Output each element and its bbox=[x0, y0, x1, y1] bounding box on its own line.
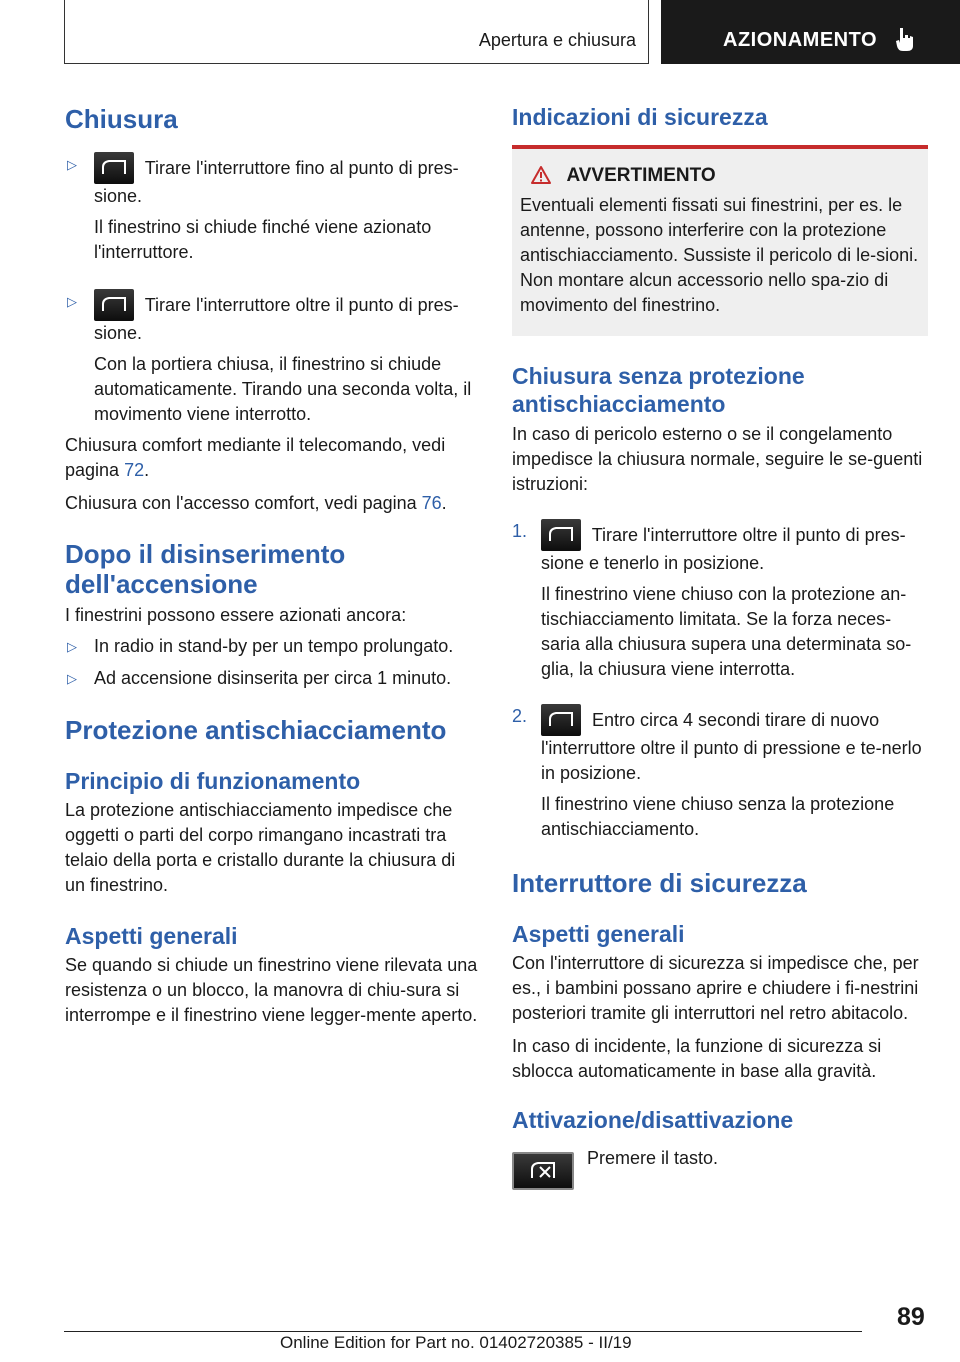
step-detail: Il finestrino viene chiuso senza la protezione antischiacciamento. bbox=[541, 794, 895, 839]
list-item: ▷ In radio in stand-by per un tempo prolungato. bbox=[65, 634, 480, 659]
footer-edition: Online Edition for Part no. 01402720385 - II/19 bbox=[280, 1333, 632, 1352]
warning-triangle-icon bbox=[530, 165, 552, 185]
header-chapter-title: AZIONAMENTO bbox=[723, 29, 878, 51]
warning-box bbox=[512, 145, 928, 336]
heading-attivazione: Attivazione/disattivazione bbox=[512, 1107, 794, 1133]
header-section-title: Apertura e chiusura bbox=[478, 30, 636, 50]
heading-dopo: Dopo il disinserimento dell'accensione bbox=[65, 539, 346, 599]
warning-title: AVVERTIMENTO bbox=[566, 165, 716, 186]
window-switch-icon bbox=[541, 704, 581, 736]
triangle-bullet-icon: ▷ bbox=[67, 671, 77, 686]
list-item: ▷ Tirare l'interruttore oltre il punto di pres-sione. bbox=[65, 289, 480, 346]
heading-protezione: Protezione antischiacciamento bbox=[65, 715, 447, 745]
paragraph-remote: Chiusura comfort mediante il telecomando, vedi pagina 72. bbox=[65, 435, 446, 480]
window-lock-button-icon bbox=[512, 1152, 574, 1190]
numbered-step: 2. Entro circa 4 secondi tirare di nuovo l'interruttore oltre il punto di pressione e te-nerlo in posizione. bbox=[512, 706, 922, 783]
heading-aspetti: Aspetti generali bbox=[65, 923, 238, 949]
step-number: 1. bbox=[512, 521, 528, 541]
page-number: 89 bbox=[897, 1303, 925, 1331]
page-link[interactable]: 76 bbox=[421, 493, 442, 513]
list-item: ▷ Ad accensione disinserita per circa 1 minuto. bbox=[65, 666, 480, 691]
paragraph-aspetti: Se quando si chiude un finestrino viene rilevata una resistenza o un blocco, la manovra di chiu-sura si interrompe e il finestrino viene legger-mente aperto. bbox=[65, 955, 478, 1025]
list-item-detail: Con la portiera chiusa, il finestrino si chiude automaticamente. Tirando una seconda volta, il movimento viene interrotto. bbox=[94, 354, 472, 424]
triangle-bullet-icon: ▷ bbox=[67, 157, 77, 172]
left-column bbox=[65, 100, 480, 1028]
window-switch-icon bbox=[94, 289, 134, 321]
lock-button-row bbox=[512, 1146, 928, 1190]
triangle-bullet-icon: ▷ bbox=[67, 294, 77, 309]
step-number: 2. bbox=[512, 706, 528, 726]
numbered-step: 1. Tirare l'interruttore oltre il punto di pres-sione e tenerlo in posizione. bbox=[512, 521, 906, 573]
paragraph-interruttore-1: Con l'interruttore di sicurezza si impedisce che, per es., i bambini possano aprire e chiudere i fi-nestrini posteriori tramite gli interruttori nel retro abitacolo. bbox=[512, 953, 919, 1023]
step-detail: Il finestrino viene chiuso con la protezione an-tischiacciamento limitata. Se la forza neces-saria alla chiusura supera una determinata so-glia, la chiusura viene interrotta. bbox=[541, 584, 912, 679]
heading-interruttore: Interruttore di sicurezza bbox=[512, 868, 807, 898]
paragraph-access: Chiusura con l'accesso comfort, vedi pagina 76. bbox=[65, 493, 447, 513]
triangle-bullet-icon: ▷ bbox=[67, 639, 77, 654]
paragraph-attivazione: Premere il tasto. bbox=[587, 1148, 719, 1168]
heading-chiusura: Chiusura bbox=[65, 104, 178, 134]
window-switch-icon bbox=[94, 152, 134, 184]
right-column bbox=[512, 100, 928, 1190]
paragraph-interruttore-2: In caso di incidente, la funzione di sicurezza si sblocca automaticamente in base alla gravità. bbox=[512, 1036, 882, 1081]
page-link[interactable]: 72 bbox=[124, 460, 145, 480]
heading-indicazioni: Indicazioni di sicurezza bbox=[512, 104, 768, 130]
paragraph-principio: La protezione antischiacciamento impedisce che oggetti o parti del corpo rimangano incastrati tra telaio della porta e cristallo durante la chiusura di un finestrino. bbox=[65, 800, 456, 895]
pointing-hand-icon bbox=[894, 26, 916, 52]
heading-senza: Chiusura senza protezione antischiacciamento bbox=[512, 363, 805, 417]
window-switch-icon bbox=[541, 519, 581, 551]
header-chapter-box bbox=[661, 0, 960, 64]
list-item-detail: Il finestrino si chiude finché viene azionato l'interruttore. bbox=[94, 217, 432, 262]
footer-divider bbox=[64, 1331, 862, 1332]
heading-principio: Principio di funzionamento bbox=[65, 768, 361, 794]
heading-aspetti-generali: Aspetti generali bbox=[512, 921, 685, 947]
warning-text: Eventuali elementi fissati sui finestrini, per es. le antenne, possono interferire con la protezione antischiacciamento. Sussiste il pericolo di le-sioni. Non montare alcun accessorio nello spa-zio di movimento del finestrino. bbox=[520, 195, 919, 315]
header-section-box bbox=[64, 0, 649, 64]
list-item: ▷ Tirare l'interruttore fino al punto di pres-sione. bbox=[65, 152, 480, 209]
paragraph-dopo: I finestrini possono essere azionati ancora: bbox=[65, 605, 407, 625]
paragraph-senza: In caso di pericolo esterno o se il congelamento impedisce la chiusura normale, seguire le se-guenti istruzioni: bbox=[512, 424, 923, 494]
